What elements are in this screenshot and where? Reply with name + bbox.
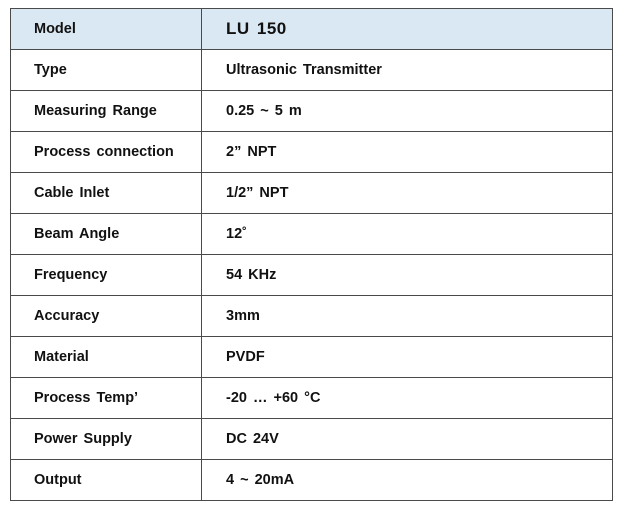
row-label: Frequency <box>11 255 202 296</box>
model-value: LU 150 <box>202 9 613 50</box>
row-label: Beam Angle <box>11 214 202 255</box>
row-label: Type <box>11 50 202 91</box>
row-label: Process connection <box>11 132 202 173</box>
row-value: PVDF <box>202 337 613 378</box>
row-value: 1/2” NPT <box>202 173 613 214</box>
row-label: Power Supply <box>11 419 202 460</box>
row-value: 54 KHz <box>202 255 613 296</box>
row-value: 3mm <box>202 296 613 337</box>
table-row <box>11 214 613 255</box>
spec-table <box>10 8 613 501</box>
table-row <box>11 460 613 501</box>
row-value: 12˚ <box>202 214 613 255</box>
row-label: Cable Inlet <box>11 173 202 214</box>
table-row <box>11 132 613 173</box>
table-row <box>11 296 613 337</box>
row-label: Material <box>11 337 202 378</box>
row-value: 2” NPT <box>202 132 613 173</box>
row-value: DC 24V <box>202 419 613 460</box>
row-value: 0.25 ~ 5 m <box>202 91 613 132</box>
table-row <box>11 419 613 460</box>
table-row <box>11 337 613 378</box>
row-value: -20 … +60 °C <box>202 378 613 419</box>
table-row <box>11 173 613 214</box>
model-label: Model <box>11 9 202 50</box>
table-row <box>11 91 613 132</box>
row-label: Accuracy <box>11 296 202 337</box>
row-label: Process Temp’ <box>11 378 202 419</box>
row-label: Output <box>11 460 202 501</box>
table-row <box>11 50 613 91</box>
row-value: Ultrasonic Transmitter <box>202 50 613 91</box>
table-header-row <box>11 9 613 50</box>
row-value: 4 ~ 20mA <box>202 460 613 501</box>
table-row <box>11 378 613 419</box>
row-label: Measuring Range <box>11 91 202 132</box>
table-row <box>11 255 613 296</box>
